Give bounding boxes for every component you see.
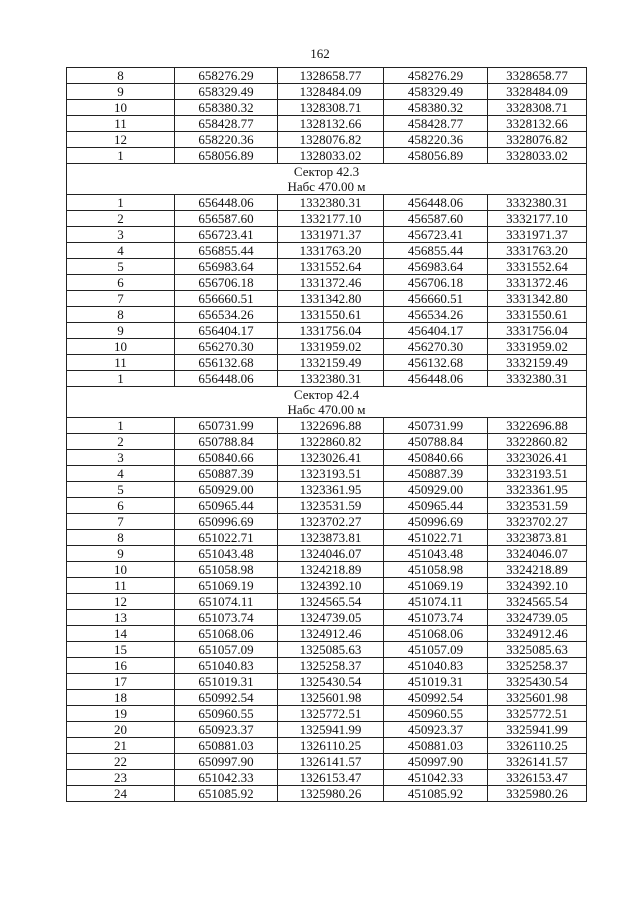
x-coordinate-cell: 650923.37 [175, 722, 278, 738]
y-coordinate-cell: 1331552.64 [278, 259, 384, 275]
sector-name: Сектор 42.4 [293, 387, 360, 402]
x-coordinate-cell: 658380.32 [175, 100, 278, 116]
x2-coordinate-cell: 456587.60 [384, 211, 488, 227]
x2-coordinate-cell: 450731.99 [384, 418, 488, 434]
x-coordinate-cell: 650887.39 [175, 466, 278, 482]
y2-coordinate-cell: 3331763.20 [488, 243, 587, 259]
x2-coordinate-cell: 456660.51 [384, 291, 488, 307]
table-row [67, 658, 587, 674]
x-coordinate-cell: 651068.06 [175, 626, 278, 642]
y2-coordinate-cell: 3323193.51 [488, 466, 587, 482]
x-coordinate-cell: 658428.77 [175, 116, 278, 132]
point-number-cell: 6 [67, 275, 175, 291]
y-coordinate-cell: 1324912.46 [278, 626, 384, 642]
x-coordinate-cell: 651085.92 [175, 786, 278, 802]
y2-coordinate-cell: 3331971.37 [488, 227, 587, 243]
x-coordinate-cell: 656587.60 [175, 211, 278, 227]
table-row [67, 626, 587, 642]
table-row [67, 339, 587, 355]
x-coordinate-cell: 650965.44 [175, 498, 278, 514]
y-coordinate-cell: 1324218.89 [278, 562, 384, 578]
y2-coordinate-cell: 3325258.37 [488, 658, 587, 674]
coordinates-table [66, 67, 587, 802]
x2-coordinate-cell: 451040.83 [384, 658, 488, 674]
y2-coordinate-cell: 3325085.63 [488, 642, 587, 658]
x2-coordinate-cell: 458276.29 [384, 68, 488, 84]
x2-coordinate-cell: 451057.09 [384, 642, 488, 658]
point-number-cell: 16 [67, 658, 175, 674]
page-number: 162 [310, 46, 330, 61]
x2-coordinate-cell: 456534.26 [384, 307, 488, 323]
x2-coordinate-cell: 458056.89 [384, 148, 488, 164]
y-coordinate-cell: 1324739.05 [278, 610, 384, 626]
x-coordinate-cell: 656855.44 [175, 243, 278, 259]
x2-coordinate-cell: 451042.33 [384, 770, 488, 786]
x-coordinate-cell: 656660.51 [175, 291, 278, 307]
x2-coordinate-cell: 450997.90 [384, 754, 488, 770]
point-number-cell: 7 [67, 514, 175, 530]
point-number-cell: 9 [67, 84, 175, 100]
table-row [67, 100, 587, 116]
sector-height: Набс 470.00 м [287, 402, 366, 417]
y-coordinate-cell: 1325601.98 [278, 690, 384, 706]
x-coordinate-cell: 656983.64 [175, 259, 278, 275]
point-number-cell: 12 [67, 132, 175, 148]
x2-coordinate-cell: 450840.66 [384, 450, 488, 466]
x2-coordinate-cell: 450996.69 [384, 514, 488, 530]
table-row [67, 450, 587, 466]
table-row [67, 642, 587, 658]
x2-coordinate-cell: 451085.92 [384, 786, 488, 802]
table-row [67, 610, 587, 626]
table-row [67, 482, 587, 498]
table-row [67, 498, 587, 514]
y-coordinate-cell: 1323026.41 [278, 450, 384, 466]
y2-coordinate-cell: 3324912.46 [488, 626, 587, 642]
point-number-cell: 19 [67, 706, 175, 722]
y-coordinate-cell: 1328658.77 [278, 68, 384, 84]
x2-coordinate-cell: 458329.49 [384, 84, 488, 100]
y-coordinate-cell: 1325941.99 [278, 722, 384, 738]
y-coordinate-cell: 1323702.27 [278, 514, 384, 530]
y2-coordinate-cell: 3325430.54 [488, 674, 587, 690]
y-coordinate-cell: 1331959.02 [278, 339, 384, 355]
y-coordinate-cell: 1328076.82 [278, 132, 384, 148]
point-number-cell: 2 [67, 211, 175, 227]
table-row [67, 355, 587, 371]
point-number-cell: 4 [67, 466, 175, 482]
table-row [67, 690, 587, 706]
y-coordinate-cell: 1322696.88 [278, 418, 384, 434]
y-coordinate-cell: 1322860.82 [278, 434, 384, 450]
point-number-cell: 11 [67, 116, 175, 132]
table-row [67, 211, 587, 227]
x2-coordinate-cell: 456723.41 [384, 227, 488, 243]
y-coordinate-cell: 1323531.59 [278, 498, 384, 514]
y2-coordinate-cell: 3323702.27 [488, 514, 587, 530]
y-coordinate-cell: 1325430.54 [278, 674, 384, 690]
y2-coordinate-cell: 3328033.02 [488, 148, 587, 164]
sector-height: Набс 470.00 м [287, 179, 366, 194]
y2-coordinate-cell: 3331552.64 [488, 259, 587, 275]
point-number-cell: 3 [67, 227, 175, 243]
x2-coordinate-cell: 451074.11 [384, 594, 488, 610]
point-number-cell: 10 [67, 562, 175, 578]
x-coordinate-cell: 656270.30 [175, 339, 278, 355]
point-number-cell: 23 [67, 770, 175, 786]
point-number-cell: 1 [67, 418, 175, 434]
table-row [67, 323, 587, 339]
y-coordinate-cell: 1324392.10 [278, 578, 384, 594]
table-row [67, 754, 587, 770]
coordinates-table-body [67, 68, 587, 802]
point-number-cell: 10 [67, 339, 175, 355]
y-coordinate-cell: 1326153.47 [278, 770, 384, 786]
table-row [67, 195, 587, 211]
point-number-cell: 1 [67, 195, 175, 211]
x2-coordinate-cell: 450788.84 [384, 434, 488, 450]
y-coordinate-cell: 1328484.09 [278, 84, 384, 100]
table-row [67, 418, 587, 434]
y2-coordinate-cell: 3324739.05 [488, 610, 587, 626]
x2-coordinate-cell: 451068.06 [384, 626, 488, 642]
point-number-cell: 17 [67, 674, 175, 690]
x2-coordinate-cell: 458380.32 [384, 100, 488, 116]
x2-coordinate-cell: 456404.17 [384, 323, 488, 339]
x2-coordinate-cell: 451073.74 [384, 610, 488, 626]
table-row [67, 722, 587, 738]
x-coordinate-cell: 650881.03 [175, 738, 278, 754]
table-row [67, 291, 587, 307]
x-coordinate-cell: 656706.18 [175, 275, 278, 291]
y-coordinate-cell: 1331756.04 [278, 323, 384, 339]
x-coordinate-cell: 651042.33 [175, 770, 278, 786]
y-coordinate-cell: 1325258.37 [278, 658, 384, 674]
x-coordinate-cell: 650996.69 [175, 514, 278, 530]
point-number-cell: 8 [67, 68, 175, 84]
table-row [67, 227, 587, 243]
x2-coordinate-cell: 456132.68 [384, 355, 488, 371]
x-coordinate-cell: 656404.17 [175, 323, 278, 339]
table-row [67, 594, 587, 610]
y2-coordinate-cell: 3323873.81 [488, 530, 587, 546]
y-coordinate-cell: 1332380.31 [278, 371, 384, 387]
x2-coordinate-cell: 450887.39 [384, 466, 488, 482]
y-coordinate-cell: 1325980.26 [278, 786, 384, 802]
x-coordinate-cell: 658056.89 [175, 148, 278, 164]
point-number-cell: 2 [67, 434, 175, 450]
y-coordinate-cell: 1324046.07 [278, 546, 384, 562]
table-row [67, 243, 587, 259]
x2-coordinate-cell: 450881.03 [384, 738, 488, 754]
y-coordinate-cell: 1331971.37 [278, 227, 384, 243]
x-coordinate-cell: 651043.48 [175, 546, 278, 562]
table-row [67, 530, 587, 546]
table-row [67, 786, 587, 802]
table-row [67, 84, 587, 100]
y2-coordinate-cell: 3331959.02 [488, 339, 587, 355]
y-coordinate-cell: 1328033.02 [278, 148, 384, 164]
x-coordinate-cell: 651058.98 [175, 562, 278, 578]
point-number-cell: 4 [67, 243, 175, 259]
y2-coordinate-cell: 3332380.31 [488, 195, 587, 211]
y2-coordinate-cell: 3328132.66 [488, 116, 587, 132]
x-coordinate-cell: 656132.68 [175, 355, 278, 371]
x2-coordinate-cell: 450923.37 [384, 722, 488, 738]
x-coordinate-cell: 658276.29 [175, 68, 278, 84]
point-number-cell: 3 [67, 450, 175, 466]
x-coordinate-cell: 656448.06 [175, 195, 278, 211]
x2-coordinate-cell: 450992.54 [384, 690, 488, 706]
table-row [67, 132, 587, 148]
point-number-cell: 11 [67, 578, 175, 594]
y-coordinate-cell: 1332177.10 [278, 211, 384, 227]
y2-coordinate-cell: 3326110.25 [488, 738, 587, 754]
point-number-cell: 9 [67, 546, 175, 562]
point-number-cell: 8 [67, 530, 175, 546]
y2-coordinate-cell: 3323026.41 [488, 450, 587, 466]
table-row [67, 738, 587, 754]
y2-coordinate-cell: 3326153.47 [488, 770, 587, 786]
point-number-cell: 21 [67, 738, 175, 754]
y2-coordinate-cell: 3325941.99 [488, 722, 587, 738]
y-coordinate-cell: 1323361.95 [278, 482, 384, 498]
x2-coordinate-cell: 456448.06 [384, 371, 488, 387]
table-row [67, 259, 587, 275]
point-number-cell: 22 [67, 754, 175, 770]
point-number-cell: 1 [67, 148, 175, 164]
y2-coordinate-cell: 3331372.46 [488, 275, 587, 291]
x-coordinate-cell: 651022.71 [175, 530, 278, 546]
point-number-cell: 10 [67, 100, 175, 116]
table-row [67, 546, 587, 562]
y2-coordinate-cell: 3324218.89 [488, 562, 587, 578]
point-number-cell: 5 [67, 259, 175, 275]
y2-coordinate-cell: 3328658.77 [488, 68, 587, 84]
y-coordinate-cell: 1331372.46 [278, 275, 384, 291]
y-coordinate-cell: 1324565.54 [278, 594, 384, 610]
point-number-cell: 13 [67, 610, 175, 626]
table-row [67, 706, 587, 722]
point-number-cell: 1 [67, 371, 175, 387]
sector-header [67, 387, 587, 418]
table-row [67, 275, 587, 291]
sector-header-row [67, 164, 587, 195]
point-number-cell: 15 [67, 642, 175, 658]
point-number-cell: 11 [67, 355, 175, 371]
y2-coordinate-cell: 3322696.88 [488, 418, 587, 434]
table-row [67, 307, 587, 323]
y2-coordinate-cell: 3328308.71 [488, 100, 587, 116]
x-coordinate-cell: 651040.83 [175, 658, 278, 674]
x-coordinate-cell: 651019.31 [175, 674, 278, 690]
x2-coordinate-cell: 456855.44 [384, 243, 488, 259]
y2-coordinate-cell: 3332380.31 [488, 371, 587, 387]
y2-coordinate-cell: 3332177.10 [488, 211, 587, 227]
point-number-cell: 5 [67, 482, 175, 498]
x-coordinate-cell: 651057.09 [175, 642, 278, 658]
y-coordinate-cell: 1323193.51 [278, 466, 384, 482]
y-coordinate-cell: 1323873.81 [278, 530, 384, 546]
y-coordinate-cell: 1325772.51 [278, 706, 384, 722]
table-row [67, 770, 587, 786]
y2-coordinate-cell: 3324392.10 [488, 578, 587, 594]
x2-coordinate-cell: 456706.18 [384, 275, 488, 291]
table-row [67, 514, 587, 530]
y2-coordinate-cell: 3323361.95 [488, 482, 587, 498]
x-coordinate-cell: 650840.66 [175, 450, 278, 466]
table-row [67, 674, 587, 690]
y2-coordinate-cell: 3331756.04 [488, 323, 587, 339]
y2-coordinate-cell: 3326141.57 [488, 754, 587, 770]
x-coordinate-cell: 658329.49 [175, 84, 278, 100]
x2-coordinate-cell: 451019.31 [384, 674, 488, 690]
x2-coordinate-cell: 450965.44 [384, 498, 488, 514]
point-number-cell: 20 [67, 722, 175, 738]
point-number-cell: 6 [67, 498, 175, 514]
point-number-cell: 14 [67, 626, 175, 642]
x-coordinate-cell: 650929.00 [175, 482, 278, 498]
y2-coordinate-cell: 3323531.59 [488, 498, 587, 514]
table-row [67, 116, 587, 132]
x2-coordinate-cell: 451043.48 [384, 546, 488, 562]
point-number-cell: 8 [67, 307, 175, 323]
x-coordinate-cell: 656534.26 [175, 307, 278, 323]
x2-coordinate-cell: 456270.30 [384, 339, 488, 355]
point-number-cell: 18 [67, 690, 175, 706]
table-row [67, 371, 587, 387]
x2-coordinate-cell: 450960.55 [384, 706, 488, 722]
table-row [67, 434, 587, 450]
x-coordinate-cell: 651074.11 [175, 594, 278, 610]
y2-coordinate-cell: 3325980.26 [488, 786, 587, 802]
sector-name: Сектор 42.3 [293, 164, 360, 179]
point-number-cell: 24 [67, 786, 175, 802]
y2-coordinate-cell: 3324046.07 [488, 546, 587, 562]
x-coordinate-cell: 656448.06 [175, 371, 278, 387]
y2-coordinate-cell: 3324565.54 [488, 594, 587, 610]
y2-coordinate-cell: 3331342.80 [488, 291, 587, 307]
y-coordinate-cell: 1332159.49 [278, 355, 384, 371]
y-coordinate-cell: 1331763.20 [278, 243, 384, 259]
sector-header-row [67, 387, 587, 418]
x-coordinate-cell: 650788.84 [175, 434, 278, 450]
x-coordinate-cell: 651073.74 [175, 610, 278, 626]
y2-coordinate-cell: 3331550.61 [488, 307, 587, 323]
x2-coordinate-cell: 451069.19 [384, 578, 488, 594]
sector-header [67, 164, 587, 195]
y-coordinate-cell: 1325085.63 [278, 642, 384, 658]
table-row [67, 466, 587, 482]
x2-coordinate-cell: 458220.36 [384, 132, 488, 148]
table-row [67, 562, 587, 578]
y2-coordinate-cell: 3328484.09 [488, 84, 587, 100]
y-coordinate-cell: 1328308.71 [278, 100, 384, 116]
y2-coordinate-cell: 3322860.82 [488, 434, 587, 450]
y-coordinate-cell: 1326141.57 [278, 754, 384, 770]
point-number-cell: 7 [67, 291, 175, 307]
x2-coordinate-cell: 450929.00 [384, 482, 488, 498]
y2-coordinate-cell: 3325601.98 [488, 690, 587, 706]
x2-coordinate-cell: 456983.64 [384, 259, 488, 275]
x2-coordinate-cell: 451022.71 [384, 530, 488, 546]
point-number-cell: 9 [67, 323, 175, 339]
y-coordinate-cell: 1328132.66 [278, 116, 384, 132]
y-coordinate-cell: 1332380.31 [278, 195, 384, 211]
table-row [67, 578, 587, 594]
x2-coordinate-cell: 456448.06 [384, 195, 488, 211]
x-coordinate-cell: 656723.41 [175, 227, 278, 243]
x-coordinate-cell: 650960.55 [175, 706, 278, 722]
point-number-cell: 12 [67, 594, 175, 610]
x-coordinate-cell: 658220.36 [175, 132, 278, 148]
x2-coordinate-cell: 458428.77 [384, 116, 488, 132]
table-row [67, 148, 587, 164]
x-coordinate-cell: 651069.19 [175, 578, 278, 594]
x-coordinate-cell: 650731.99 [175, 418, 278, 434]
y2-coordinate-cell: 3325772.51 [488, 706, 587, 722]
y2-coordinate-cell: 3328076.82 [488, 132, 587, 148]
x-coordinate-cell: 650992.54 [175, 690, 278, 706]
y-coordinate-cell: 1331342.80 [278, 291, 384, 307]
y-coordinate-cell: 1331550.61 [278, 307, 384, 323]
y-coordinate-cell: 1326110.25 [278, 738, 384, 754]
x2-coordinate-cell: 451058.98 [384, 562, 488, 578]
x-coordinate-cell: 650997.90 [175, 754, 278, 770]
y2-coordinate-cell: 3332159.49 [488, 355, 587, 371]
table-row [67, 68, 587, 84]
